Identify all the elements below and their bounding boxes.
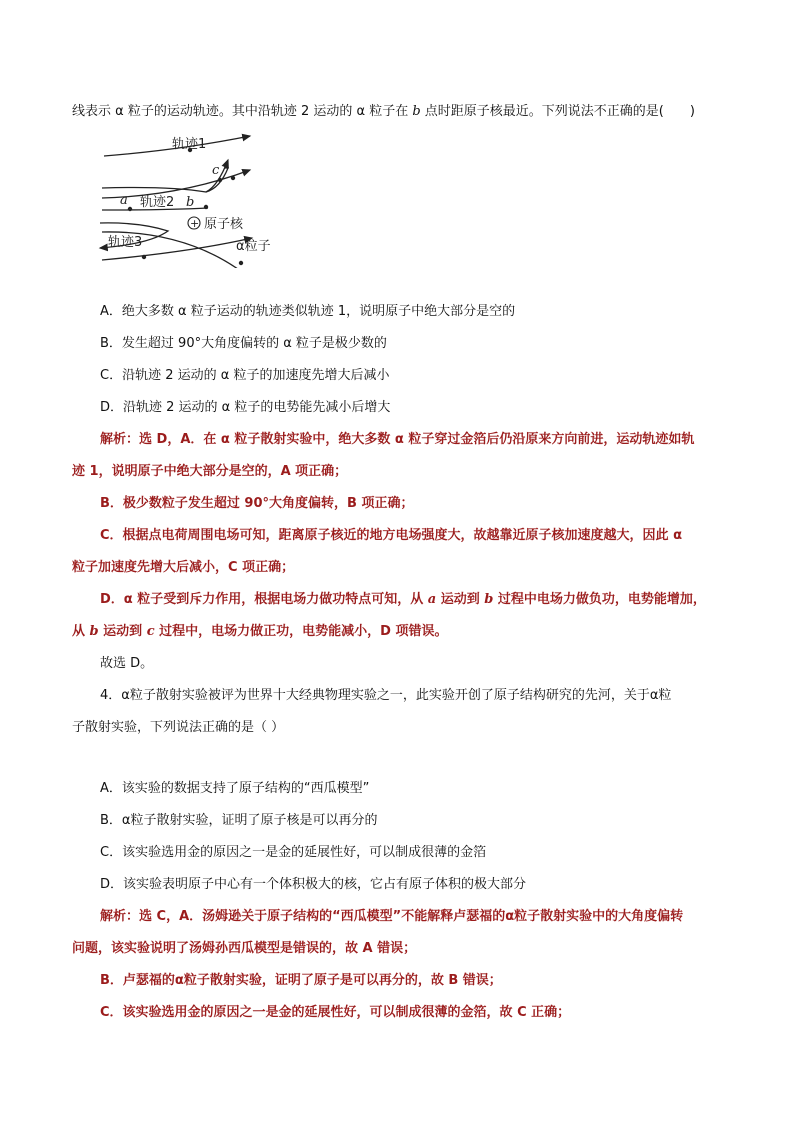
nucleus-label: 原子核 bbox=[204, 217, 244, 232]
q3-option-d: D．沿轨迹 2 运动的 α 粒子的电势能先减小后增大 bbox=[100, 400, 391, 415]
point-c-label: c bbox=[212, 163, 220, 178]
q4-solution-line-4: C．该实验选用金的原因之一是金的延展性好，可以制成很薄的金箔，故 C 正确； bbox=[100, 1005, 571, 1020]
track-2-path bbox=[102, 168, 228, 192]
q3-option-a: A．绝大多数 α 粒子运动的轨迹类似轨迹 1，说明原子中绝大部分是空的 bbox=[100, 304, 516, 319]
q4-option-a: A．该实验的数据支持了原子结构的“西瓜模型” bbox=[100, 781, 370, 796]
track-1-label: 轨迹1 bbox=[172, 137, 207, 152]
alpha-label: α粒子 bbox=[236, 239, 271, 254]
q4-solution-line-1: 解析：选 C，A．汤姆逊关于原子结构的“西瓜模型”不能解释卢瑟福的α粒子散射实验中的大角度偏转 bbox=[100, 909, 684, 924]
q4-solution-line-2: 问题，该实验说明了汤姆孙西瓜模型是错误的，故 A 错误； bbox=[72, 941, 417, 956]
q3-solution-line-7: 从 b 运动到 c 过程中，电场力做正功，电势能减小，D 项错误。 bbox=[72, 624, 448, 639]
q4-option-d: D．该实验表明原子中心有一个体积极大的核，它占有原子体积的极大部分 bbox=[100, 877, 527, 892]
point-c-dot bbox=[218, 178, 222, 182]
q4-option-b: B．α粒子散射实验，证明了原子核是可以再分的 bbox=[100, 813, 378, 828]
q3-solution-line-6: D．α 粒子受到斥力作用，根据电场力做功特点可知，从 a 运动到 b 过程中电场力做负功，电势能增加， bbox=[100, 592, 706, 607]
track-2-label: 轨迹2 bbox=[140, 195, 175, 210]
q3-solution-line-5: 粒子加速度先增大后减小，C 项正确； bbox=[72, 560, 295, 575]
q3-solution-line-2: 迹 1，说明原子中绝大部分是空的，A 项正确； bbox=[72, 464, 348, 479]
q3-solution-line-4: C．根据点电荷周围电场可知，距离原子核近的地方电场强度大，故越靠近原子核加速度越大，因此 α bbox=[100, 528, 682, 543]
q3-choose: 故选 D。 bbox=[100, 656, 154, 671]
svg-text:+: + bbox=[190, 217, 200, 230]
q3-solution-line-3: B．极少数粒子发生超过 90°大角度偏转，B 项正确； bbox=[100, 496, 414, 511]
q3-option-b: B．发生超过 90°大角度偏转的 α 粒子是极少数的 bbox=[100, 336, 387, 351]
q4-stem-line-2: 子散射实验，下列说法正确的是（ ） bbox=[72, 720, 285, 735]
track-3-label: 轨迹3 bbox=[108, 235, 143, 250]
alpha-scattering-diagram bbox=[90, 128, 290, 268]
q4-solution-line-3: B．卢瑟福的α粒子散射实验，证明了原子是可以再分的，故 B 错误； bbox=[100, 973, 502, 988]
q4-stem-line-1: 4．α粒子散射实验被评为世界十大经典物理实验之一，此实验开创了原子结构研究的先河，关于α粒 bbox=[100, 688, 672, 703]
point-b-label: b bbox=[186, 195, 195, 210]
point-a-label: a bbox=[120, 193, 128, 208]
q4-option-c: C．该实验选用金的原因之一是金的延展性好，可以制成很薄的金箔 bbox=[100, 845, 487, 860]
question-intro: 线表示 α 粒子的运动轨迹。其中沿轨迹 2 运动的 α 粒子在 b 点时距原子核最近。下列说法不正确的是( ) bbox=[72, 104, 695, 119]
q3-option-c: C．沿轨迹 2 运动的 α 粒子的加速度先增大后减小 bbox=[100, 368, 390, 383]
q3-solution-line-1: 解析：选 D，A．在 α 粒子散射实验中，绝大多数 α 粒子穿过金箔后仍沿原来方向前进，运动轨迹如轨 bbox=[100, 432, 695, 447]
